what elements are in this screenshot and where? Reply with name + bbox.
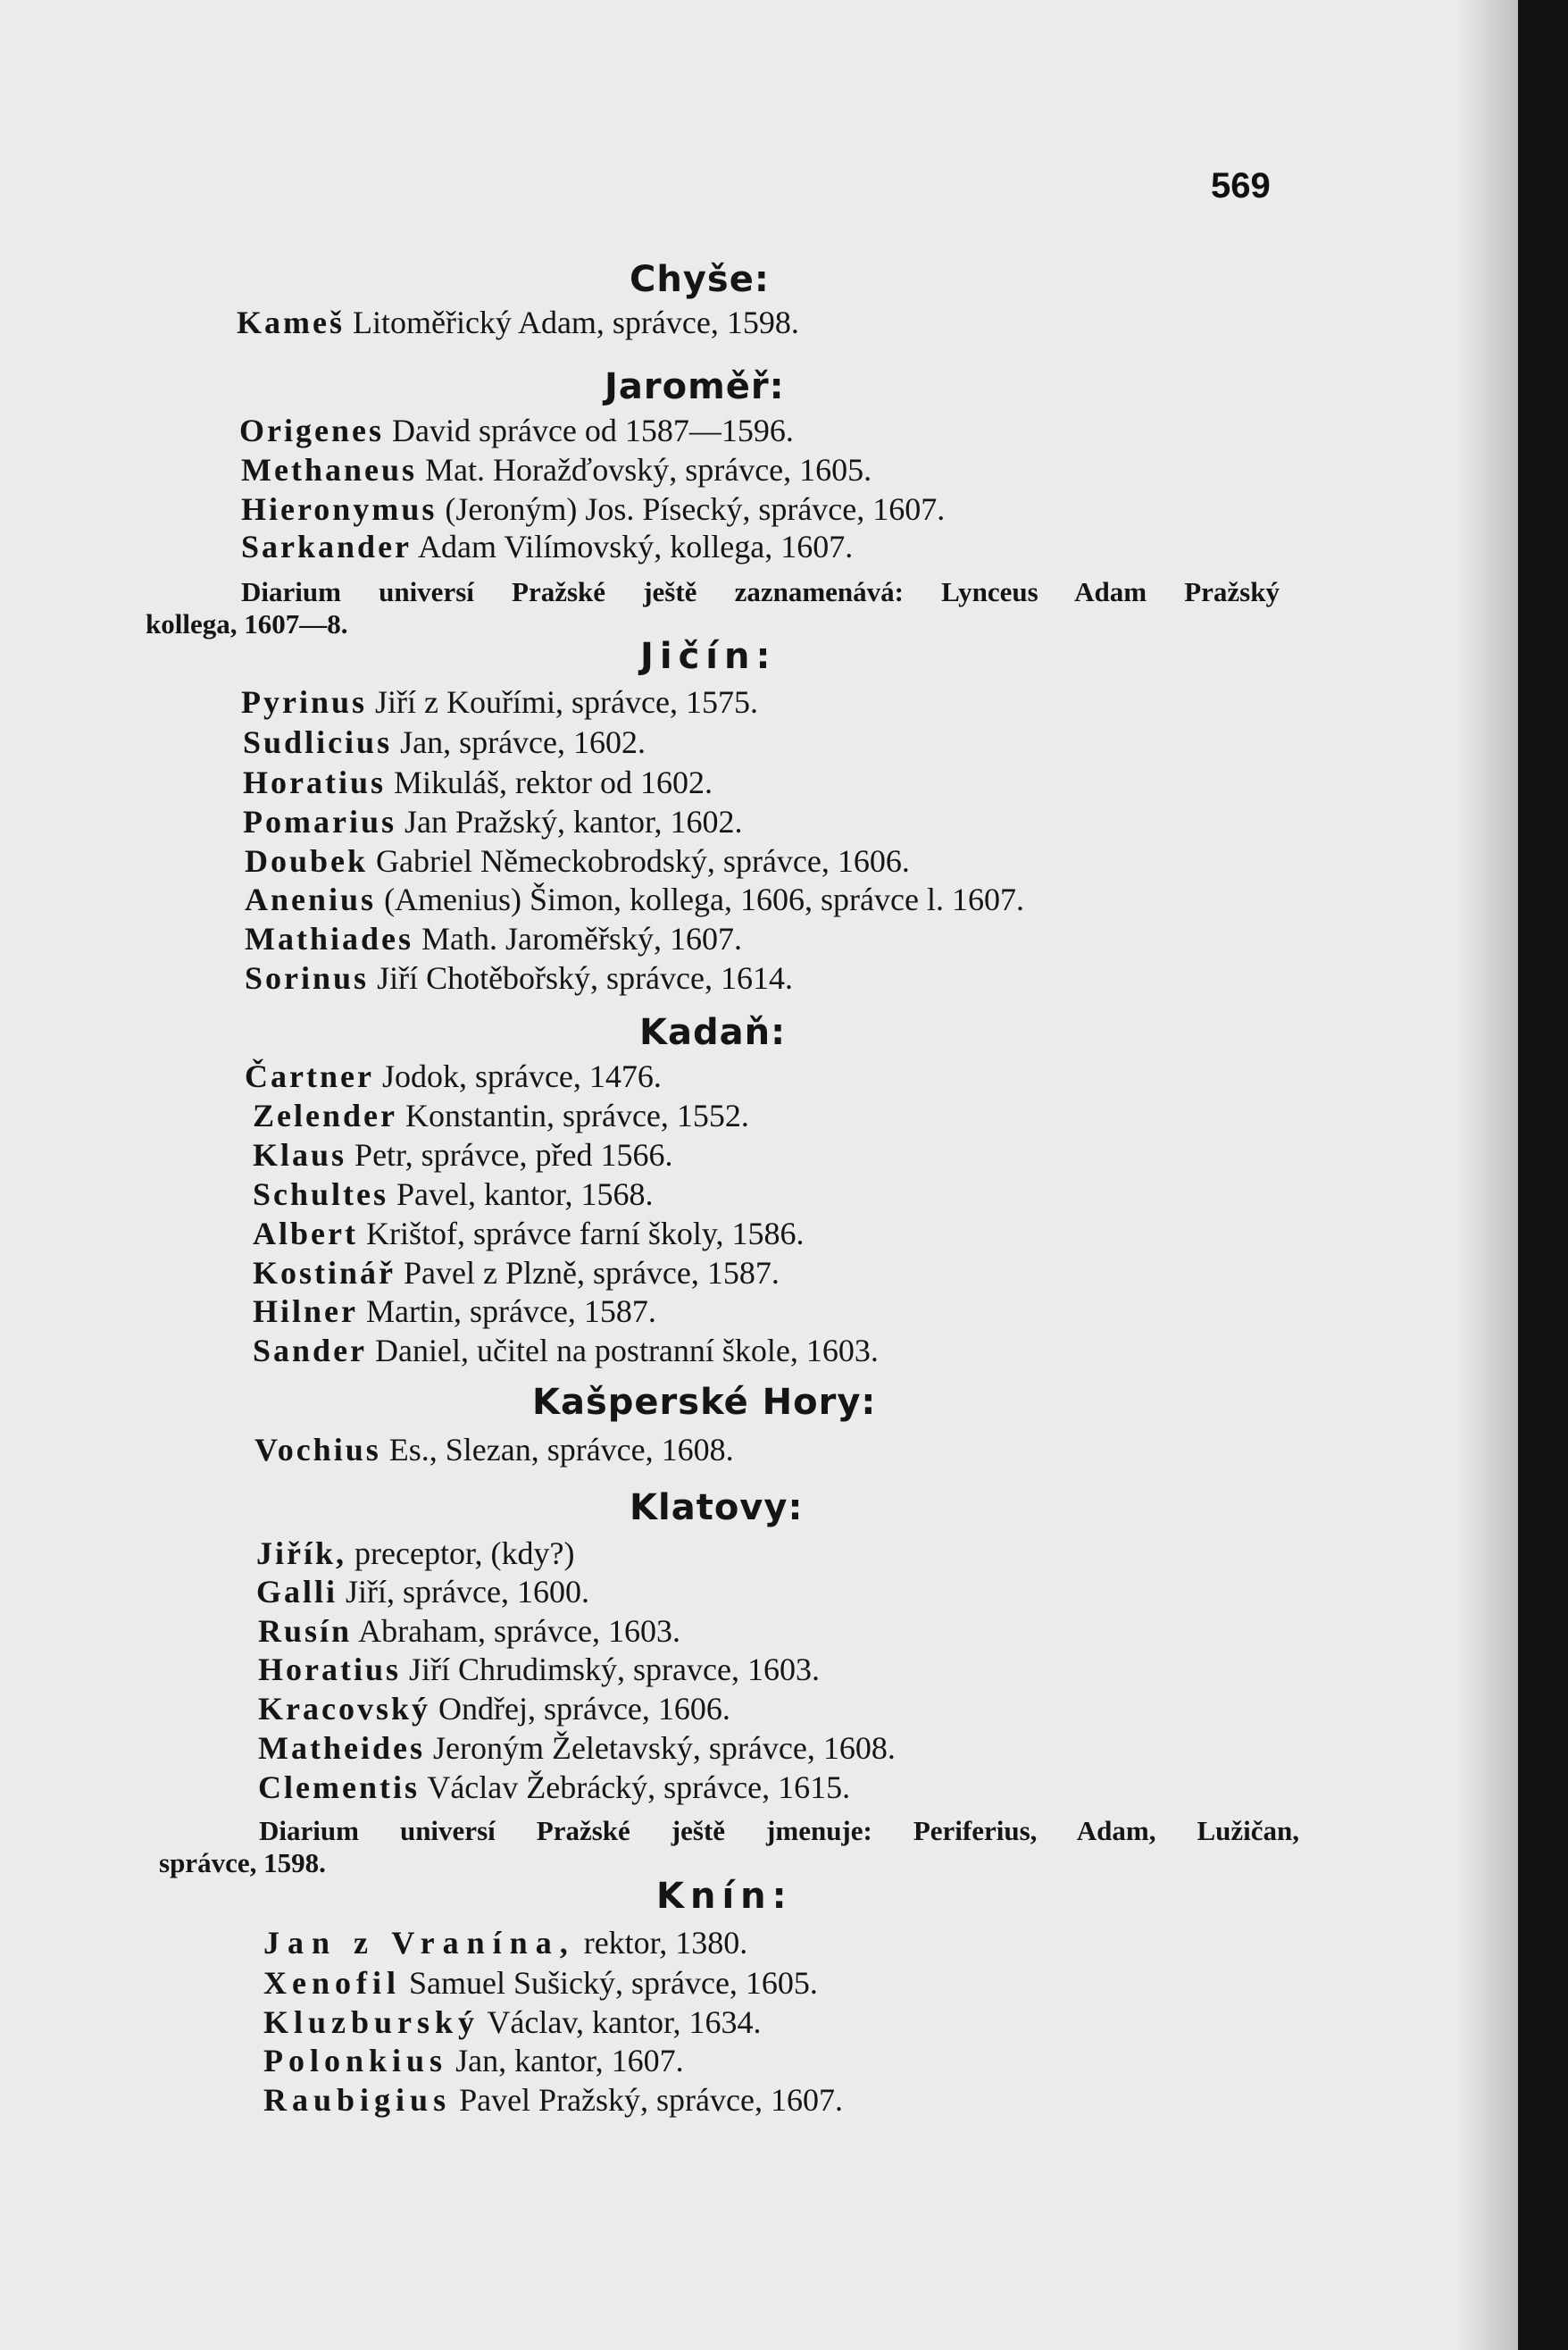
entry-text: Abraham, správce, 1603. (352, 1613, 680, 1649)
entry-name: Rusín (258, 1613, 353, 1649)
entry-name: Sorinus (245, 960, 370, 996)
entry-name: Vochius (254, 1432, 381, 1468)
entry-name: Sarkander (241, 529, 413, 565)
entry (263, 2003, 762, 2041)
entry-text: Jan, správce, 1602. (392, 724, 646, 760)
entry-text: Pavel Pražský, správce, 1607. (451, 2082, 843, 2118)
entry-text: (Jeroným) Jos. Písecký, správce, 1607. (437, 491, 946, 527)
entry (258, 1612, 680, 1650)
entry-text: Es., Slezan, správce, 1608. (380, 1432, 734, 1468)
entry-name: Kluzburský (263, 2004, 480, 2040)
entry-name: Zelender (253, 1098, 397, 1133)
entry (253, 1292, 656, 1330)
entry-name: Galli (256, 1574, 338, 1610)
entry-name: Čartner (245, 1058, 374, 1094)
entry (263, 2081, 843, 2119)
entry (258, 1729, 896, 1767)
entry-name: Matheides (258, 1730, 425, 1766)
entry-text: David správce od 1587—1596. (383, 413, 794, 448)
entry (245, 881, 1024, 918)
entry-name: Doubek (245, 843, 369, 879)
entry (253, 1097, 749, 1134)
entry-name: Clementis (258, 1769, 420, 1805)
entry-text: Mat. Horažďovský, správce, 1605. (417, 452, 872, 488)
entry (243, 764, 713, 801)
note-line: správce, 1598. (159, 1847, 326, 1878)
entry (243, 803, 743, 840)
entry-name: Albert (253, 1216, 358, 1251)
entry-text: Jiří Chrudimský, spravce, 1603. (401, 1652, 820, 1687)
entry-text: Adam Vilímovský, kollega, 1607. (412, 529, 854, 565)
entry (241, 683, 758, 721)
entry (241, 528, 853, 565)
entry (245, 842, 910, 880)
entry-text: Konstantin, správce, 1552. (396, 1098, 749, 1133)
entry-text: Jeroným Želetavský, správce, 1608. (424, 1730, 896, 1766)
entry-text: Jan, kantor, 1607. (447, 2043, 684, 2078)
entry-text: Jan Pražský, kantor, 1602. (396, 804, 743, 840)
note-line: Diarium universí Pražské ještě jmenuje: Periferius, Adam, Lužičan, (259, 1815, 1299, 1846)
diarium-note (159, 1815, 1299, 1879)
entry-name: Origenes (239, 413, 384, 448)
entry-name: Sander (253, 1333, 368, 1368)
entry (243, 723, 646, 761)
entry-name: Kracovský (258, 1691, 430, 1727)
entry-text: Václav Žebrácký, správce, 1615. (419, 1769, 851, 1805)
entry-text: Jodok, správce, 1476. (373, 1058, 662, 1094)
entry-text: Jiří Chotěbořský, správce, 1614. (369, 960, 793, 996)
entry-text: Ondřej, správce, 1606. (430, 1691, 730, 1727)
heading-klatovy: Klatovy: (630, 1487, 804, 1528)
entry (245, 1058, 662, 1095)
entry-name: Pyrinus (241, 684, 368, 720)
entry-text: Math. Jaroměřský, 1607. (413, 921, 742, 957)
diarium-note (146, 576, 1280, 640)
entry (237, 304, 799, 341)
entry-text: Krištof, správce farní školy, 1586. (357, 1216, 805, 1251)
entry (254, 1431, 734, 1468)
entry-name: Anenius (245, 882, 377, 917)
heading-knin: Knín: (656, 1876, 793, 1917)
entry-name: Hilner (253, 1293, 358, 1329)
entry-name: Horatius (258, 1652, 402, 1687)
entry-name: Mathiades (245, 921, 413, 957)
entry (263, 1924, 747, 1961)
page-number: 569 (1211, 166, 1271, 205)
entry-name: Schultes (253, 1176, 389, 1212)
entry-text: rektor, 1380. (575, 1925, 748, 1961)
entry-text: Martin, správce, 1587. (357, 1293, 656, 1329)
entry-name: Hieronymus (241, 491, 438, 527)
entry (245, 920, 742, 958)
entry-name: Xenofil (263, 1965, 401, 2001)
entry (258, 1769, 850, 1806)
entry-text: Samuel Sušický, správce, 1605. (401, 1965, 818, 2001)
entry (253, 1136, 673, 1174)
entry (256, 1535, 574, 1572)
note-line: kollega, 1607—8. (146, 608, 348, 640)
entry-text: (Amenius) Šimon, kollega, 1606, správce l. 1607. (376, 882, 1024, 917)
entry-text: Daniel, učitel na postranní škole, 1603. (367, 1333, 879, 1368)
entry-text: Mikuláš, rektor od 1602. (386, 765, 713, 800)
heading-jicin: Jičín: (640, 636, 777, 677)
entry-name: Kameš (237, 305, 345, 340)
entry-text: Václav, kantor, 1634. (480, 2004, 762, 2040)
entry-name: Jan z Vranína, (263, 1925, 576, 1961)
entry-name: Pomarius (243, 804, 396, 840)
heading-chyse: Chyše: (630, 259, 770, 300)
entry-text: Pavel, kantor, 1568. (388, 1176, 654, 1212)
entry-name: Horatius (243, 765, 387, 800)
entry (253, 1215, 805, 1252)
entry (253, 1254, 780, 1292)
entry-name: Sudlicius (243, 724, 393, 760)
entry-text: Jiří z Kouřími, správce, 1575. (367, 684, 758, 720)
entry-name: Jiřík, (256, 1535, 347, 1571)
entry (241, 490, 945, 528)
entry-text: preceptor, (kdy?) (346, 1535, 575, 1571)
entry (239, 412, 794, 449)
entry (241, 451, 872, 489)
entry-text: Jiří, správce, 1600. (338, 1574, 589, 1610)
entry (253, 1332, 879, 1369)
entry (258, 1690, 730, 1727)
entry (245, 959, 793, 997)
heading-jaromer: Jaroměř: (605, 366, 785, 407)
entry-text: Gabriel Německobrodský, správce, 1606. (368, 843, 910, 879)
entry-text: Petr, správce, před 1566. (346, 1137, 673, 1173)
entry (263, 1964, 818, 2002)
entry (253, 1175, 654, 1213)
entry-name: Methaneus (241, 452, 417, 488)
entry (263, 2042, 684, 2079)
entry-name: Polonkius (263, 2043, 448, 2078)
entry (256, 1573, 589, 1610)
heading-kadan: Kadaň: (639, 1012, 787, 1053)
heading-kasperske-hory: Kašperské Hory: (532, 1382, 877, 1423)
note-line: Diarium universí Pražské ještě zaznamenává: Lynceus Adam Pražský (241, 576, 1280, 607)
entry-name: Kostinář (253, 1255, 396, 1291)
entry-text: Litoměřický Adam, správce, 1598. (344, 305, 799, 340)
entry-name: Raubigius (263, 2082, 452, 2118)
entry (258, 1651, 820, 1688)
entry-text: Pavel z Plzně, správce, 1587. (396, 1255, 780, 1291)
entry-name: Klaus (253, 1137, 347, 1173)
